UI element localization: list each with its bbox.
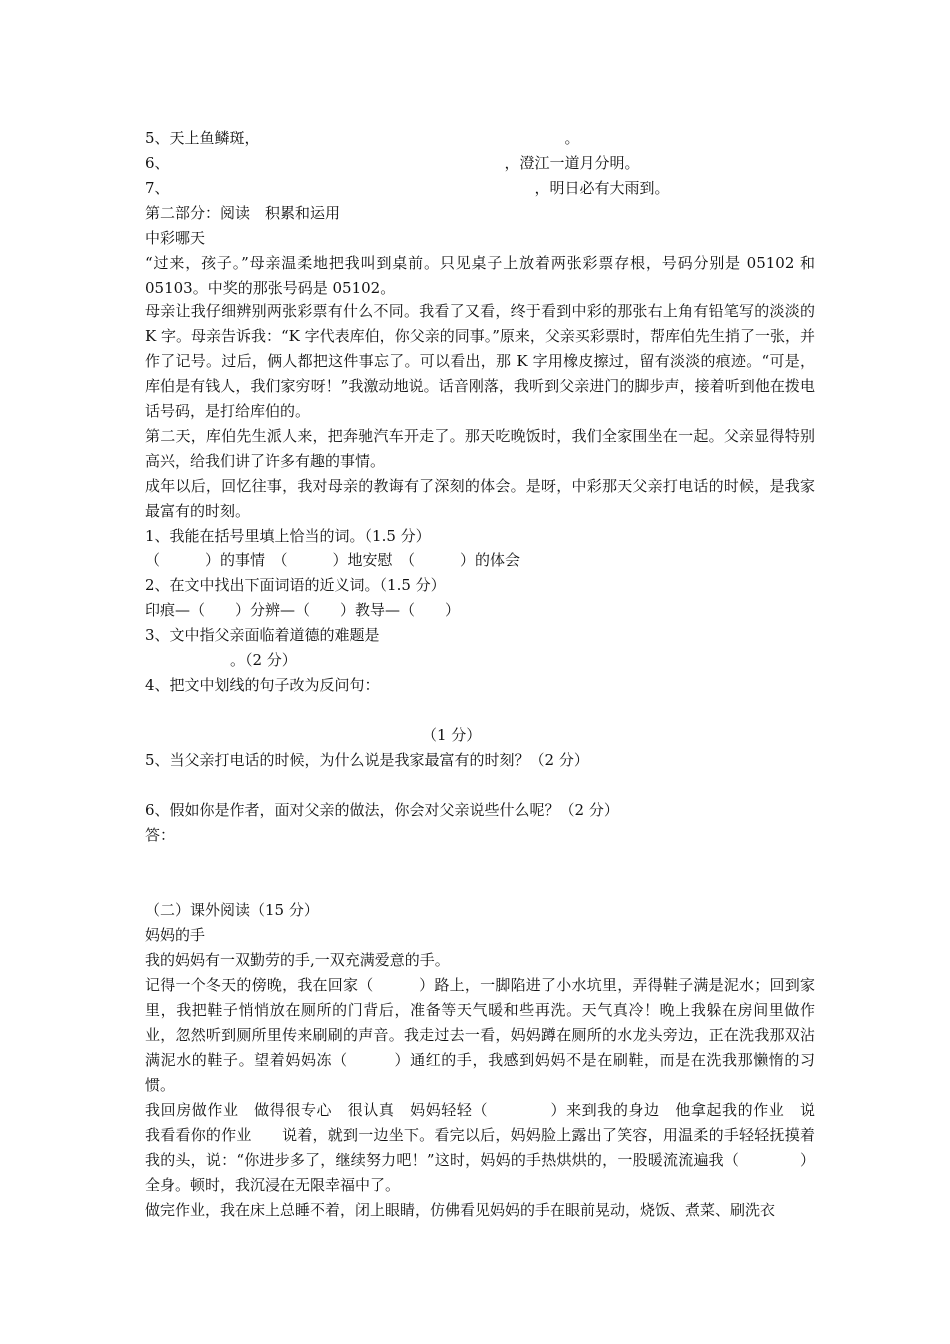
- story-1-question-4: 4、把文中划线的句子改为反问句：: [145, 676, 380, 694]
- story-1-question-1-blanks[interactable]: （ ）的事情 （ ）地安慰 （ ）的体会: [145, 551, 521, 569]
- story-1-paragraph-4: 成年以后，回忆往事，我对母亲的教诲有了深刻的体会。是呀，中彩那天父亲打电话的时候，是我家最富有的时刻。: [145, 477, 815, 520]
- story-2-paragraph-1: 我的妈妈有一双勤劳的手,一双充满爱意的手。: [145, 951, 450, 969]
- section-b-heading: （二）课外阅读（15 分）: [145, 901, 319, 919]
- poem-question-5: [145, 128, 580, 148]
- story-1-title: 中彩哪天: [145, 229, 206, 247]
- poem-q7-end: ，明日必有大雨到。: [534, 179, 670, 197]
- poem-q5-end: 。: [564, 129, 580, 147]
- story-1-paragraph-1: “过来，孩子。”母亲温柔地把我叫到桌前。只见桌子上放着两张彩票存根，号码分别是 05102 和 05103。中奖的那张号码是 05102。: [145, 254, 815, 297]
- story-1-question-5: 5、当父亲打电话的时候，为什么说是我家最富有的时刻？（2 分）: [145, 751, 589, 769]
- poem-question-7: [145, 178, 670, 198]
- story-1-question-1: 1、我能在括号里填上恰当的词。（1.5 分）: [145, 527, 431, 545]
- story-1-question-6: 6、假如你是作者，面对父亲的做法，你会对父亲说些什么呢？（2 分）: [145, 801, 619, 819]
- answer-label: 答：: [145, 826, 176, 844]
- story-2-title: 妈妈的手: [145, 926, 206, 944]
- poem-q5-text: 5、天上鱼鳞斑，: [145, 129, 260, 147]
- poem-q7-text: 7、: [145, 179, 170, 197]
- story-2-paragraph-2: 记得一个冬天的傍晚，我在回家（ ）路上，一脚陷进了小水坑里，弄得鞋子满是泥水；回到家里，我把鞋子悄悄放在厕所的门背后，准备等天气暖和些再洗。天气真冷！晚上我躲在房间里做作业，忽然听到厕所里传来刷刷的声音。我走过去一看，妈妈蹲在厕所的水龙头旁边，正在洗我那双沾满泥水的鞋子。望着妈妈冻（ ）通红的手，我感到妈妈不是在刷鞋，而是在洗我那懒惰的习惯。: [145, 976, 815, 1094]
- story-1-question-2-blanks[interactable]: 印痕—（ ）分辨—（ ）教导—（ ）: [145, 601, 461, 619]
- story-2-paragraph-3: 我回房做作业 做得很专心 很认真 妈妈轻轻（ ）来到我的身边 他拿起我的作业 说 我看看你的作业 说着，就到一边坐下。看完以后，妈妈脸上露出了笑容，用温柔的手轻轻抚摸着我的头，说：“你进步多了，继续努力吧！”这时，妈妈的手热烘烘的，一股暖流流遍我（ ）全身。顿时，我沉浸在无限幸福中了。: [145, 1101, 846, 1194]
- story-1-question-4-score: （1 分）: [422, 726, 482, 744]
- section-2-heading: 第二部分：阅读 积累和运用: [145, 204, 341, 222]
- story-1-question-3: 3、文中指父亲面临着道德的难题是: [145, 626, 380, 644]
- q3-score: 。（2 分）: [230, 651, 297, 669]
- poem-q6-end: ，澄江一道月分明。: [504, 154, 640, 172]
- story-2-paragraph-4: 做完作业，我在床上总睡不着，闭上眼睛，仿佛看见妈妈的手在眼前晃动，烧饭、煮菜、刷洗衣: [145, 1201, 776, 1219]
- poem-question-6: [145, 153, 640, 173]
- story-1-paragraph-3: 第二天，库伯先生派人来，把奔驰汽车开走了。那天吃晚饭时，我们全家围坐在一起。父亲显得特别高兴，给我们讲了许多有趣的事情。: [145, 427, 815, 470]
- story-1-question-2: 2、在文中找出下面词语的近义词。（1.5 分）: [145, 576, 446, 594]
- poem-q6-text: 6、: [145, 154, 170, 172]
- story-1-paragraph-2: 母亲让我仔细辨别两张彩票有什么不同。我看了又看，终于看到中彩的那张右上角有铅笔写的淡淡的 K 字。母亲告诉我：“K 字代表库伯，你父亲的同事。”原来，父亲买彩票时，帮库伯先生捎了一张，并作了记号。过后，俩人都把这件事忘了。可以看出，那 K 字用橡皮擦过，留有淡淡的痕迹。“可是，库伯是有钱人，我们家穷呀！”我激动地说。话音刚落，我听到父亲进门的脚步声，接着听到他在拨电话号码，是打给库伯的。: [145, 302, 815, 420]
- story-1-question-3-end: [145, 650, 297, 670]
